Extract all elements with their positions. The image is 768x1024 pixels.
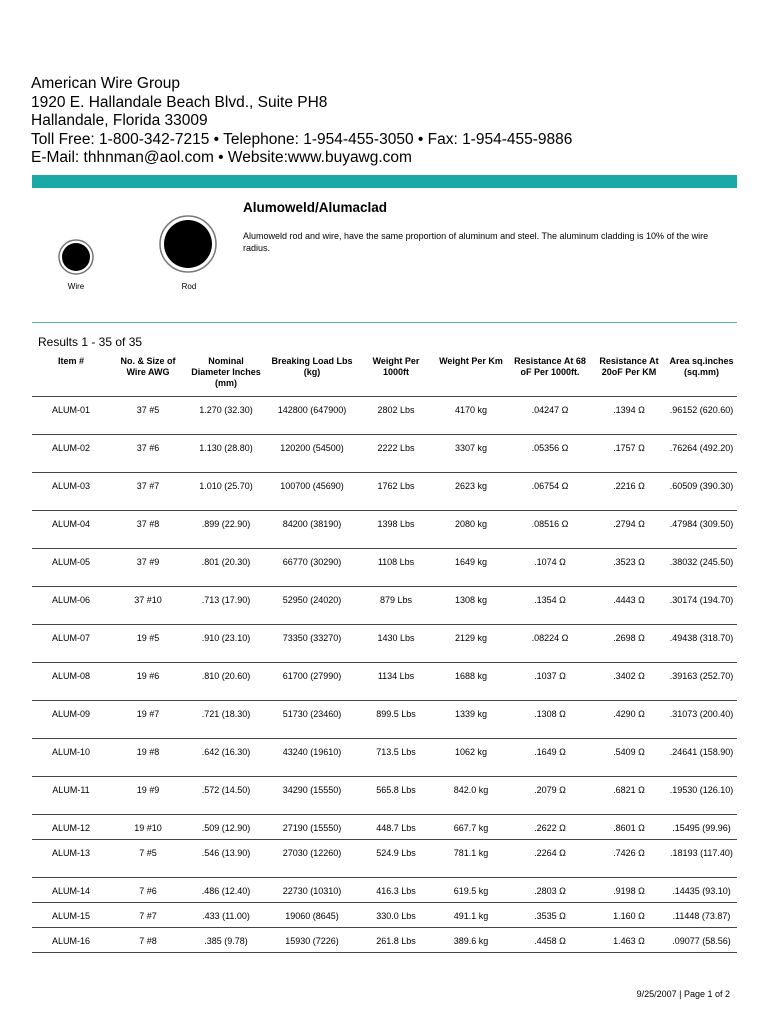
cell-resistance-20f: .1757 Ω: [592, 435, 666, 473]
cell-breaking-load: 43240 (19610): [266, 739, 358, 777]
cell-resistance-20f: .9198 Ω: [592, 878, 666, 903]
cell-item: ALUM-10: [32, 739, 110, 777]
column-header-resistance-20f: Resistance At 20oF Per KM: [599, 356, 659, 377]
cell-resistance-20f: .3523 Ω: [592, 549, 666, 587]
wire-label: Wire: [67, 282, 85, 291]
cell-breaking-load: 100700 (45690): [266, 473, 358, 511]
cell-area: .18193 (117.40): [666, 840, 737, 878]
cell-weight-per-1000ft: 2802 Lbs: [358, 397, 434, 435]
cell-resistance-20f: .7426 Ω: [592, 840, 666, 878]
cell-resistance-20f: .4443 Ω: [592, 587, 666, 625]
table-row: [32, 511, 737, 549]
cell-resistance-20f: .1394 Ω: [592, 397, 666, 435]
cell-weight-per-1000ft: 416.3 Lbs: [358, 878, 434, 903]
cell-awg-size: 37 #6: [110, 435, 186, 473]
cell-item: ALUM-02: [32, 435, 110, 473]
cell-area: .14435 (93.10): [666, 878, 737, 903]
rod-cross-section-icon: [160, 216, 216, 272]
cell-item: ALUM-15: [32, 903, 110, 928]
cell-item: ALUM-14: [32, 878, 110, 903]
cell-nominal-diameter: .385 (9.78): [186, 928, 266, 953]
cell-awg-size: 19 #6: [110, 663, 186, 701]
cell-weight-per-km: 2623 kg: [434, 473, 508, 511]
cell-resistance-68f: .2264 Ω: [508, 840, 592, 878]
cell-weight-per-1000ft: 565.8 Lbs: [358, 777, 434, 815]
page-footer: 9/25/2007 | Page 1 of 2: [636, 989, 730, 999]
cell-breaking-load: 51730 (23460): [266, 701, 358, 739]
cell-breaking-load: 27190 (15550): [266, 815, 358, 840]
cell-area: .11448 (73.87): [666, 903, 737, 928]
cell-resistance-68f: .1354 Ω: [508, 587, 592, 625]
cell-area: .76264 (492.20): [666, 435, 737, 473]
cell-awg-size: 7 #6: [110, 878, 186, 903]
company-name: American Wire Group: [31, 75, 181, 92]
cell-breaking-load: 52950 (24020): [266, 587, 358, 625]
column-header-item: Item #: [57, 356, 84, 366]
cell-nominal-diameter: .899 (22.90): [186, 511, 266, 549]
company-phone-numbers: Toll Free: 1-800-342-7215 • Telephone: 1-954-455-3050 • Fax: 1-954-455-9886: [31, 130, 573, 148]
cell-nominal-diameter: .572 (14.50): [186, 777, 266, 815]
cell-awg-size: 37 #8: [110, 511, 186, 549]
cell-weight-per-1000ft: 1762 Lbs: [358, 473, 434, 511]
cell-item: ALUM-09: [32, 701, 110, 739]
cell-resistance-68f: .2079 Ω: [508, 777, 592, 815]
cell-nominal-diameter: .546 (13.90): [186, 840, 266, 878]
cell-area: .38032 (245.50): [666, 549, 737, 587]
cell-item: ALUM-01: [32, 397, 110, 435]
table-row: [32, 840, 737, 878]
cell-area: .47984 (309.50): [666, 511, 737, 549]
cell-nominal-diameter: .486 (12.40): [186, 878, 266, 903]
cell-resistance-68f: .05356 Ω: [508, 435, 592, 473]
cell-awg-size: 37 #7: [110, 473, 186, 511]
cell-resistance-68f: .04247 Ω: [508, 397, 592, 435]
cell-resistance-68f: .2803 Ω: [508, 878, 592, 903]
cell-item: ALUM-11: [32, 777, 110, 815]
cell-resistance-20f: .5409 Ω: [592, 739, 666, 777]
cell-nominal-diameter: .910 (23.10): [186, 625, 266, 663]
table-row: [32, 903, 737, 928]
cell-area: .49438 (318.70): [666, 625, 737, 663]
cell-area: .15495 (99.96): [666, 815, 737, 840]
cell-resistance-20f: .2216 Ω: [592, 473, 666, 511]
table-row: [32, 878, 737, 903]
cell-breaking-load: 84200 (38190): [266, 511, 358, 549]
cell-area: .31073 (200.40): [666, 701, 737, 739]
cell-nominal-diameter: .509 (12.90): [186, 815, 266, 840]
cell-resistance-20f: 1.160 Ω: [592, 903, 666, 928]
table-header-row: [32, 352, 737, 397]
cell-weight-per-km: 2080 kg: [434, 511, 508, 549]
cell-item: ALUM-03: [32, 473, 110, 511]
cell-nominal-diameter: 1.010 (25.70): [186, 473, 266, 511]
rod-label: Rod: [181, 282, 197, 291]
cell-awg-size: 19 #5: [110, 625, 186, 663]
table-row: [32, 625, 737, 663]
cell-item: ALUM-13: [32, 840, 110, 878]
cell-awg-size: 19 #7: [110, 701, 186, 739]
cell-resistance-68f: .06754 Ω: [508, 473, 592, 511]
cell-resistance-68f: .1649 Ω: [508, 739, 592, 777]
cell-resistance-68f: .08516 Ω: [508, 511, 592, 549]
cell-resistance-20f: .3402 Ω: [592, 663, 666, 701]
cell-item: ALUM-07: [32, 625, 110, 663]
cell-area: .60509 (390.30): [666, 473, 737, 511]
cell-weight-per-km: 619.5 kg: [434, 878, 508, 903]
cell-weight-per-km: 781.1 kg: [434, 840, 508, 878]
cell-weight-per-km: 1062 kg: [434, 739, 508, 777]
cell-awg-size: 7 #7: [110, 903, 186, 928]
cell-weight-per-1000ft: 1134 Lbs: [358, 663, 434, 701]
product-title: Alumoweld/Alumaclad: [243, 200, 388, 215]
table-row: [32, 777, 737, 815]
table-row: [32, 397, 737, 435]
company-address-line1: 1920 E. Hallandale Beach Blvd., Suite PH8: [31, 93, 328, 111]
wire-cross-section-icon: [59, 240, 93, 274]
cell-breaking-load: 66770 (30290): [266, 549, 358, 587]
cell-weight-per-1000ft: 2222 Lbs: [358, 435, 434, 473]
cell-resistance-68f: .08224 Ω: [508, 625, 592, 663]
cell-resistance-68f: .1074 Ω: [508, 549, 592, 587]
cell-weight-per-km: 4170 kg: [434, 397, 508, 435]
cell-resistance-68f: .1037 Ω: [508, 663, 592, 701]
cell-resistance-20f: .8601 Ω: [592, 815, 666, 840]
cell-weight-per-km: 842.0 kg: [434, 777, 508, 815]
cell-item: ALUM-12: [32, 815, 110, 840]
cell-item: ALUM-04: [32, 511, 110, 549]
cell-item: ALUM-06: [32, 587, 110, 625]
cell-weight-per-1000ft: 261.8 Lbs: [358, 928, 434, 953]
cell-resistance-68f: .3535 Ω: [508, 903, 592, 928]
cell-breaking-load: 27030 (12260): [266, 840, 358, 878]
cell-item: ALUM-16: [32, 928, 110, 953]
column-header-awg-size: No. & Size of Wire AWG: [120, 356, 176, 377]
cell-weight-per-1000ft: 713.5 Lbs: [358, 739, 434, 777]
cell-weight-per-1000ft: 1108 Lbs: [358, 549, 434, 587]
cell-nominal-diameter: .721 (18.30): [186, 701, 266, 739]
cell-resistance-20f: .4290 Ω: [592, 701, 666, 739]
table-row: [32, 739, 737, 777]
cell-area: .19530 (126.10): [666, 777, 737, 815]
cell-nominal-diameter: 1.270 (32.30): [186, 397, 266, 435]
cell-area: .09077 (58.56): [666, 928, 737, 953]
cell-area: .39163 (252.70): [666, 663, 737, 701]
cell-awg-size: 19 #9: [110, 777, 186, 815]
cell-awg-size: 37 #9: [110, 549, 186, 587]
cell-weight-per-km: 1649 kg: [434, 549, 508, 587]
cell-breaking-load: 73350 (33270): [266, 625, 358, 663]
cell-nominal-diameter: .810 (20.60): [186, 663, 266, 701]
cell-item: ALUM-05: [32, 549, 110, 587]
column-header-weight-per-1000ft: Weight Per 1000ft: [372, 356, 420, 377]
accent-bar: [32, 175, 737, 188]
column-header-nominal-diameter: Nominal Diameter Inches (mm): [191, 356, 261, 388]
cell-breaking-load: 61700 (27990): [266, 663, 358, 701]
table-row: [32, 928, 737, 953]
cell-resistance-20f: 1.463 Ω: [592, 928, 666, 953]
column-header-resistance-68f: Resistance At 68 oF Per 1000ft.: [514, 356, 586, 377]
cell-nominal-diameter: .713 (17.90): [186, 587, 266, 625]
table-row: [32, 587, 737, 625]
company-address-line2: Hallandale, Florida 33009: [31, 112, 208, 129]
cell-awg-size: 7 #8: [110, 928, 186, 953]
cell-resistance-20f: .2794 Ω: [592, 511, 666, 549]
cell-breaking-load: 142800 (647900): [266, 397, 358, 435]
cell-breaking-load: 22730 (10310): [266, 878, 358, 903]
cell-weight-per-km: 1688 kg: [434, 663, 508, 701]
cell-resistance-68f: .4458 Ω: [508, 928, 592, 953]
cell-weight-per-1000ft: 1430 Lbs: [358, 625, 434, 663]
cell-weight-per-1000ft: 448.7 Lbs: [358, 815, 434, 840]
table-row: [32, 701, 737, 739]
cell-nominal-diameter: .433 (11.00): [186, 903, 266, 928]
cell-weight-per-km: 1308 kg: [434, 587, 508, 625]
cell-weight-per-km: 3307 kg: [434, 435, 508, 473]
company-header: [31, 75, 572, 168]
cell-nominal-diameter: 1.130 (28.80): [186, 435, 266, 473]
cell-resistance-68f: .1308 Ω: [508, 701, 592, 739]
product-description: Alumoweld rod and wire, have the same proportion of aluminum and steel. The aluminum cladding is 10% of the wire radius.: [243, 231, 709, 253]
cell-area: .24641 (158.90): [666, 739, 737, 777]
cell-weight-per-km: 667.7 kg: [434, 815, 508, 840]
cell-breaking-load: 15930 (7226): [266, 928, 358, 953]
cell-area: .96152 (620.60): [666, 397, 737, 435]
cell-resistance-20f: .6821 Ω: [592, 777, 666, 815]
section-divider: [32, 322, 737, 323]
cell-item: ALUM-08: [32, 663, 110, 701]
cell-weight-per-1000ft: 524.9 Lbs: [358, 840, 434, 878]
cell-nominal-diameter: .642 (16.30): [186, 739, 266, 777]
product-illustration: [40, 210, 230, 300]
table-row: [32, 663, 737, 701]
cell-awg-size: 37 #5: [110, 397, 186, 435]
cell-weight-per-1000ft: 330.0 Lbs: [358, 903, 434, 928]
cell-weight-per-km: 491.1 kg: [434, 903, 508, 928]
table-row: [32, 815, 737, 840]
column-header-area: Area sq.inches (sq.mm): [669, 356, 734, 377]
cell-weight-per-1000ft: 879 Lbs: [358, 587, 434, 625]
table-row: [32, 435, 737, 473]
company-email-website: E-Mail: thhnman@aol.com • Website:www.buyawg.com: [31, 149, 412, 166]
cell-awg-size: 7 #5: [110, 840, 186, 878]
cell-weight-per-1000ft: 899.5 Lbs: [358, 701, 434, 739]
cell-weight-per-km: 1339 kg: [434, 701, 508, 739]
column-header-weight-per-km: Weight Per Km: [439, 356, 503, 366]
cell-awg-size: 19 #8: [110, 739, 186, 777]
table-row: [32, 549, 737, 587]
cell-breaking-load: 19060 (8645): [266, 903, 358, 928]
cell-awg-size: 19 #10: [110, 815, 186, 840]
cell-nominal-diameter: .801 (20.30): [186, 549, 266, 587]
wire-spec-table: [32, 352, 737, 953]
cell-resistance-20f: .2698 Ω: [592, 625, 666, 663]
cell-weight-per-km: 389.6 kg: [434, 928, 508, 953]
cell-area: .30174 (194.70): [666, 587, 737, 625]
cell-breaking-load: 34290 (15550): [266, 777, 358, 815]
cell-resistance-68f: .2622 Ω: [508, 815, 592, 840]
cell-breaking-load: 120200 (54500): [266, 435, 358, 473]
cell-weight-per-1000ft: 1398 Lbs: [358, 511, 434, 549]
cell-weight-per-km: 2129 kg: [434, 625, 508, 663]
column-header-breaking-load: Breaking Load Lbs (kg): [271, 356, 353, 377]
cell-awg-size: 37 #10: [110, 587, 186, 625]
results-count: Results 1 - 35 of 35: [38, 335, 143, 349]
table-row: [32, 473, 737, 511]
